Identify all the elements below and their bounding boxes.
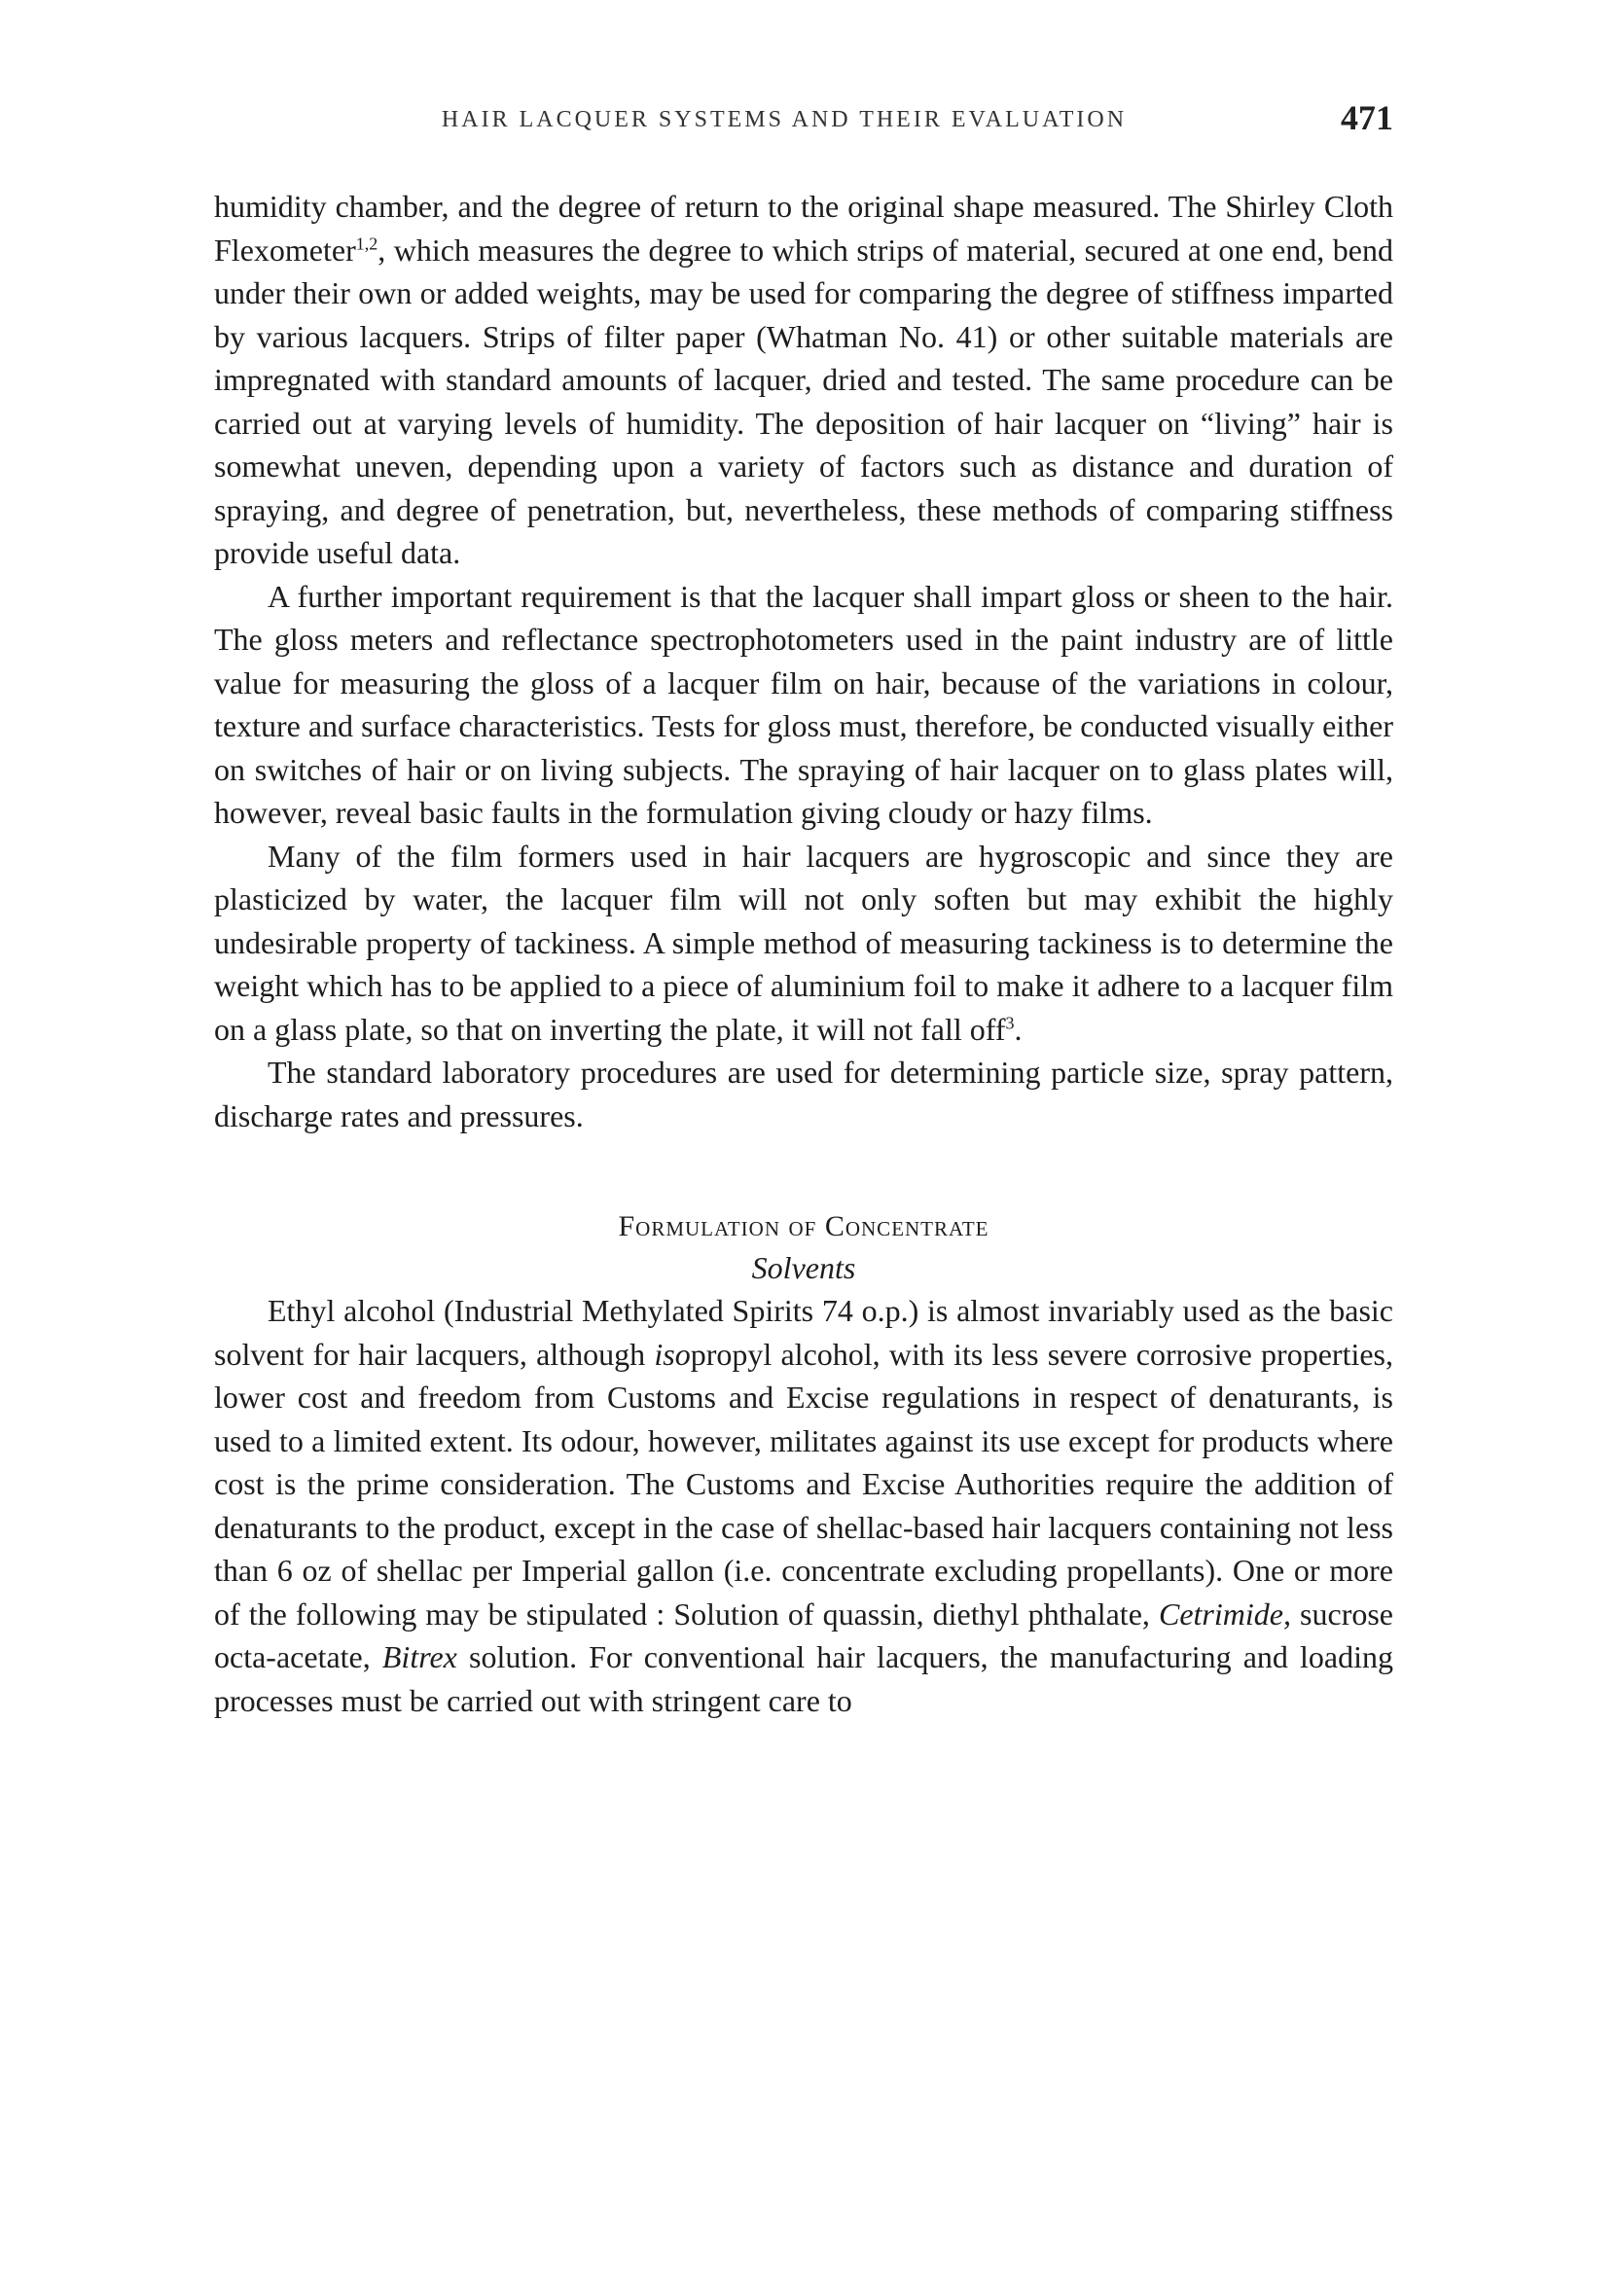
paragraph-5 (214, 1289, 1393, 1722)
iso-prefix: iso (654, 1336, 691, 1372)
paragraph-1-text-a: humidity chamber, and the degree of return to the original shape measured. The Shirley Cloth Flexometer (214, 189, 1393, 268)
page (214, 97, 1393, 2238)
paragraph-2: A further important requirement is that the lacquer shall impart gloss or sheen to the hair. The gloss meters and reflectance spectrophotometers used in the paint industry are of little value for measuring the gloss of a lacquer film on hair, because of the variations in colour, texture and surface characteristics. Tests for gloss must, therefore, be conducted visually either on switches of hair or on living subjects. The spraying of hair lacquer on to glass plates will, however, reveal basic faults in the formulation giving cloudy or hazy films. (214, 578, 1393, 830)
paragraph-4: The standard laboratory procedures are used for determining particle size, spray pattern, discharge rates and pressures. (214, 1055, 1393, 1133)
paragraph-3-text-a: Many of the film formers used in hair lacquers are hygroscopic and since they are plasticized by water, the lacquer film will not only soften but may exhibit the highly undesirable property of tackiness. A simple method of measuring tackiness is to determine the weight which has to be applied to a piece of aluminium foil to make it adhere to a lacquer film on a glass plate, so that on inverting the plate, it will not fall off (214, 838, 1393, 1047)
paragraph-5-text-c: sucrose octa-acetate, (214, 1596, 1394, 1674)
paragraph-5-text-d: solution. For conventional hair lacquers, the manufacturing and loading processes must be carried out with stringent care to (214, 1639, 1394, 1718)
paragraph-1-text-b: , which measures the degree to which strips of material, secured at one end, bend under their own or added weights, may be used for comparing the degree of stiffness imparted by various lacquers. Strips of filter paper (Whatman No. 41) or other suitable materials are impregnated with standard amounts of lacquer, dried and tested. The same procedure can be carried out at varying levels of humidity. The deposition of hair lacquer on “living” hair is somewhat uneven, depending upon a variety of factors such as distance and duration of spraying, and degree of penetration, but, nevertheless, these methods of comparing stiffness provide useful data. (214, 232, 1393, 570)
footnote-ref-1-2: 1,2 (355, 233, 378, 253)
body-text (214, 185, 1393, 1722)
running-header (214, 97, 1393, 156)
paragraph-5-text-a: Ethyl alcohol (Industrial Methylated Spirits 74 o.p.) is almost invariably used as the basic solvent for hair lacquers, although (214, 1293, 1393, 1372)
paragraph-3-text-b: . (1014, 1011, 1023, 1047)
paragraph-3 (214, 835, 1393, 1052)
section-heading: Formulation of Concentrate (618, 1210, 989, 1242)
paragraph-1 (214, 185, 1393, 575)
page-number: 471 (1341, 98, 1393, 137)
section-subheading: Solvents (751, 1250, 856, 1285)
running-title: HAIR LACQUER SYSTEMS AND THEIR EVALUATION (441, 107, 1128, 132)
bitrex-term: Bitrex (381, 1639, 457, 1674)
footnote-ref-3: 3 (1005, 1012, 1015, 1032)
cetrimide-term: Cetrimide, (1158, 1596, 1291, 1632)
paragraph-5-text-b: propyl alcohol, with its less severe corrosive properties, lower cost and freedom from Customs and Excise regulations in respect of denaturants, is used to a limited extent. Its odour, however, militates against its use except for products where cost is the prime consideration. The Customs and Excise Authorities require the addition of denaturants to the product, except in the case of shellac-based hair lacquers containing not less than 6 oz of shellac per Imperial gallon (i.e. concentrate excluding propellants). One or more of the following may be stipulated : Solution of quassin, diethyl phthalate, (214, 1336, 1394, 1632)
